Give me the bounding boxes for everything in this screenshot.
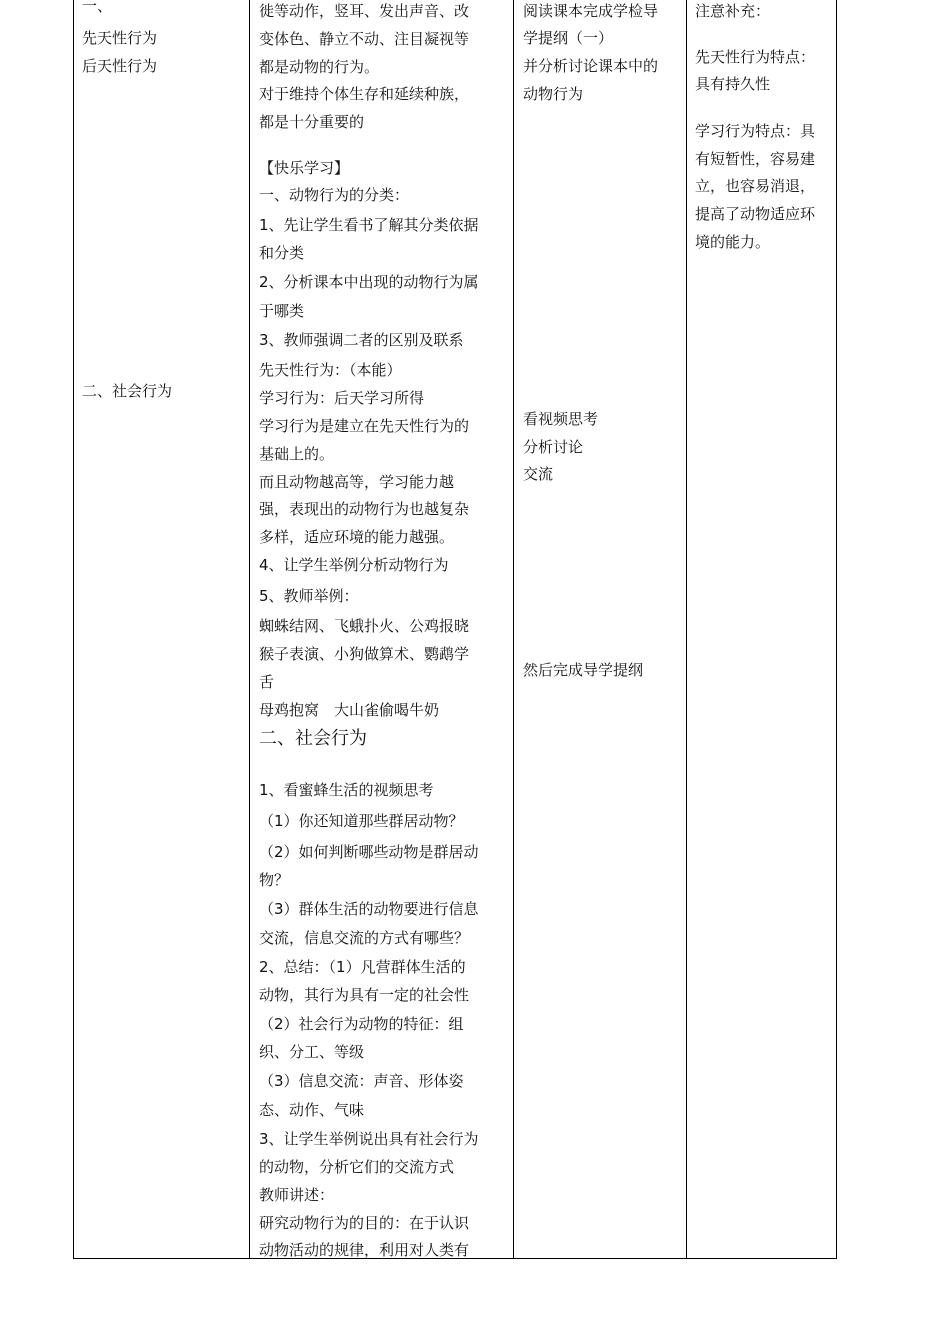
text-line: 动物行为 [523,85,584,103]
text-line: 多样，适应环境的能力越强。 [259,528,455,546]
text-line: 基础上的。 [259,445,335,463]
text-line: 和分类 [259,244,305,262]
text-line: 变体色、静立不动、注目凝视等 [259,30,470,48]
text-line: 境的能力。 [695,233,771,251]
text-line: （2）如何判断哪些动物是群居动 [259,843,479,861]
text-line: 于哪类 [259,302,305,320]
outline-column [74,0,249,1258]
text-line: 的动物，分析它们的交流方式 [259,1158,455,1176]
text-line: 徙等动作，竖耳、发出声音、改 [259,2,470,20]
text-line: 并分析讨论课本中的 [523,57,659,75]
text-line: 母鸡抱窝 大山雀偷喝牛奶 [259,701,440,719]
text-line: 5、教师举例： [259,587,359,605]
section-heading-1: 一、 [82,0,113,15]
student-activity-column [514,0,686,1258]
text-line: 然后完成导学提纲 [523,661,644,679]
text-line: （3）信息交流：声音、形体姿 [259,1072,464,1090]
text-line: （3）群体生活的动物要进行信息 [259,900,479,918]
text-line: （1）你还知道那些群居动物？ [259,812,464,830]
text-line: 阅读课本完成学检导 [523,2,659,20]
learned-behavior-label: 后天性行为 [82,57,158,75]
text-line: 3、教师强调二者的区别及联系 [259,331,464,349]
text-line: 具有持久性 [695,75,771,93]
text-line: 都是十分重要的 [259,113,365,131]
text-line: 交流，信息交流的方式有哪些？ [259,929,470,947]
text-line: 学提纲（一） [523,29,614,47]
text-line: 学习行为是建立在先天性行为的 [259,417,470,435]
text-line: 分析讨论 [523,438,584,456]
teaching-column [250,0,513,1258]
text-line: 提高了动物适应环 [695,205,816,223]
text-line: 教师讲述： [259,1186,335,1204]
text-line: 对于维持个体生存和延续种族， [259,85,470,103]
text-line: 动物，其行为具有一定的社会性 [259,986,470,1004]
text-line: 研究动物行为的目的：在于认识 [259,1214,470,1232]
text-line: 1、看蜜蜂生活的视频思考 [259,781,434,799]
text-line: （2）社会行为动物的特征：组 [259,1015,464,1033]
text-line: 注意补充： [695,2,771,20]
text-line: 先天性行为：（本能） [259,361,402,379]
section-title: 【快乐学习】 [259,159,350,177]
text-line: 态、动作、气味 [259,1101,365,1119]
text-line: 先天性行为特点： [695,48,816,66]
text-line: 织、分工、等级 [259,1043,365,1061]
text-line: 3、让学生举例说出具有社会行为 [259,1130,479,1148]
text-line: 强，表现出的动物行为也越复杂 [259,500,470,518]
section-title: 二、社会行为 [259,728,367,749]
text-line: 一、动物行为的分类： [259,186,410,204]
innate-behavior-label: 先天性行为 [82,29,158,47]
notes-column [687,0,837,1258]
text-line: 立，也容易消退， [695,177,816,195]
text-line: 交流 [523,465,554,483]
lesson-plan-table [73,0,837,1259]
text-line: 1、先让学生看书了解其分类依据 [259,216,479,234]
text-line: 有短暂性，容易建 [695,150,816,168]
text-line: 物？ [259,871,290,889]
text-line: 都是动物的行为。 [259,58,380,76]
text-line: 动物活动的规律，利用对人类有 [259,1241,470,1259]
text-line: 舌 [259,673,275,691]
text-line: 蜘蛛结网、飞蛾扑火、公鸡报晓 [259,617,470,635]
text-line: 而且动物越高等，学习能力越 [259,473,455,491]
text-line: 4、让学生举例分析动物行为 [259,556,449,574]
text-line: 学习行为特点：具 [695,122,816,140]
text-line: 猴子表演、小狗做算术、鹦鹉学 [259,645,470,663]
text-line: 2、分析课本中出现的动物行为属 [259,273,479,291]
section-heading-2: 二、社会行为 [82,382,173,400]
text-line: 2、总结：（1）凡营群体生活的 [259,958,466,976]
text-line: 看视频思考 [523,410,599,428]
text-line: 学习行为：后天学习所得 [259,389,425,407]
